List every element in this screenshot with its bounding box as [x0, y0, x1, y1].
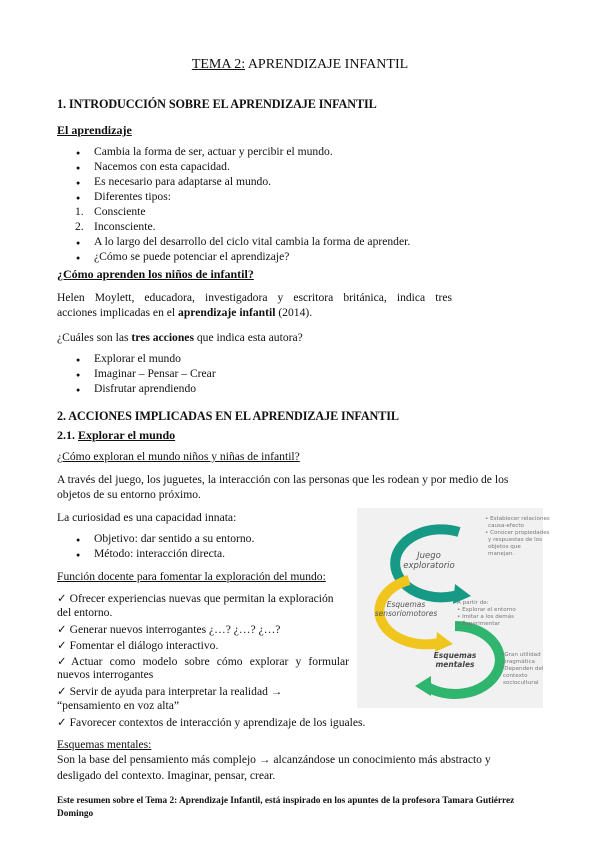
list-item: Explorar el mundo [94, 352, 181, 365]
paragraph-line: desligado del contexto. Imaginar, pensar, crear. [57, 769, 276, 782]
note-line: • Explorar el entorno [457, 607, 516, 613]
note-line: contexto [503, 673, 528, 679]
note-line: manejan. [488, 551, 515, 557]
check-line: ✓Actuar como modelo sobre cómo explorar y formular [57, 655, 349, 668]
list-item: Disfrutar aprendiendo [94, 382, 197, 395]
list-item: Diferentes tipos: [94, 190, 171, 203]
check-line: nuevos interrogantes [57, 668, 154, 681]
loop3-label-line2: mentales [435, 660, 475, 669]
paragraph-line [57, 331, 303, 344]
list-item: Inconsciente. [94, 220, 156, 233]
loop3-label-line1: Esquemas [433, 651, 477, 660]
note-line: sociocultural [503, 680, 539, 686]
bullet-icon: ● [76, 536, 81, 544]
function-title: Función docente para fomentar la exploración del mundo: [57, 570, 326, 583]
check-line: ✓ Generar nuevos interrogantes ¿…? ¿…? ¿…? [57, 623, 281, 636]
text-run-bold: tres acciones [131, 331, 194, 344]
learning-diagram [357, 508, 550, 708]
list-item: Nacemos con esta capacidad. [94, 160, 230, 173]
list-item: ¿Cómo se puede potenciar el aprendizaje? [94, 250, 290, 263]
list-marker: 2. [75, 220, 84, 233]
bullet-icon: ● [76, 356, 81, 364]
arrow-head-icon [435, 632, 453, 652]
paragraph-line [57, 306, 312, 319]
note-line: pragmática [503, 659, 535, 665]
note-bottom [501, 652, 544, 686]
bullet-icon: ● [76, 371, 81, 379]
list-marker: ● [76, 179, 81, 187]
paragraph-line: Son la base del pensamiento más complejo → alcanzándose un conocimiento más abstracto y [57, 753, 491, 766]
section2-subheading [57, 428, 175, 443]
list-marker: ● [76, 239, 81, 247]
bullet-icon: ● [76, 551, 81, 559]
title-prefix: TEMA 2: [191, 57, 246, 72]
subheading-title: Explorar el mundo [78, 428, 176, 442]
check-line: ✓ Fomentar el diálogo interactivo. [57, 639, 219, 652]
paragraph-line: La curiosidad es una capacidad innata: [57, 511, 237, 524]
note-line: •Dependen del [501, 666, 544, 672]
list-marker: ● [76, 194, 81, 202]
note-middle [457, 600, 516, 627]
check-line: ✓ Favorecer contextos de interacción y aprendizaje de los iguales. [57, 716, 366, 729]
section1-heading: 1. INTRODUCCIÓN SOBRE EL APRENDIZAJE INFANTIL [57, 97, 377, 111]
section2-heading: 2. ACCIONES IMPLICADAS EN EL APRENDIZAJE INFANTIL [57, 409, 399, 423]
list-marker: ● [76, 254, 81, 262]
paragraph-line: Helen Moylett, educadora, investigadora y escritora británica, indica tres [57, 291, 452, 304]
list-item: Cambia la forma de ser, actuar y percibir el mundo. [94, 145, 333, 158]
note-line: y respuestas de los [488, 537, 543, 543]
bullet-icon: ● [76, 386, 81, 394]
note-line: objetos que [488, 544, 521, 550]
page-title [0, 57, 600, 73]
note-line: causa-efecto [488, 523, 524, 529]
footer-line1: Este resumen sobre el Tema 2: Aprendizaje Infantil, está inspirado en los apuntes de la profesora Tamara Gutiérrez [57, 796, 515, 806]
note-top [485, 516, 550, 557]
note-line: A partir de: [457, 600, 489, 606]
note-line: • Establecer relaciones [485, 516, 550, 522]
note-line: •Gran utilidad [501, 652, 541, 658]
note-line: • Conocer propiedades [485, 530, 550, 536]
paragraph-line: objetos de su entorno próximo. [57, 488, 201, 501]
text-run: que indica esta autora? [193, 331, 303, 344]
list-item: Es necesario para adaptarse al mundo. [94, 175, 272, 188]
list-marker: ● [76, 149, 81, 157]
loop2-label-line1: Esquemas [386, 600, 426, 609]
check-line: ✓ Servir de ayuda para interpretar la realidad → [57, 685, 283, 698]
check-line: del entorno. [57, 606, 113, 619]
list-item: Objetivo: dar sentido a su entorno. [94, 532, 255, 545]
list-item: Imaginar – Pensar – Crear [94, 367, 216, 380]
check-line: “pensamiento en voz alta” [57, 699, 180, 712]
list-marker: 1. [75, 205, 84, 218]
schemes-title: Esquemas mentales: [57, 738, 152, 751]
loop1-label-line2: exploratorio [403, 561, 455, 571]
list-marker: ● [76, 164, 81, 172]
paragraph-line: A través del juego, los juguetes, la interacción con las personas que les rodean y por medio de los [57, 473, 509, 486]
list-item: Método: interacción directa. [94, 547, 226, 560]
section1-question: ¿Cómo aprenden los niños de infantil? [57, 267, 254, 281]
text-run: ¿Cuáles son las [57, 331, 132, 344]
arrow-head-icon [415, 676, 431, 696]
list-item: A lo largo del desarrollo del ciclo vital cambia la forma de aprender. [94, 235, 411, 248]
note-line: • Imitar a los demás [457, 614, 515, 620]
text-run: acciones implicadas en el [57, 306, 179, 319]
check-line: ✓ Ofrecer experiencias nuevas que permitan la exploración [57, 592, 334, 605]
loop1-label-line1: Juego [417, 551, 441, 561]
subheading-number: 2.1. [57, 428, 78, 442]
note-line: • Experimentar [457, 621, 501, 627]
section1-subheading: El aprendizaje [57, 123, 132, 137]
loop2-label-line2: sensoriomotores [374, 609, 438, 618]
text-run: (2014). [275, 306, 313, 319]
text-run-bold: aprendizaje infantil [178, 306, 276, 319]
title-rest: APRENDIZAJE INFANTIL [245, 57, 409, 72]
footer-line2: Domingo [57, 809, 94, 819]
section2-question: ¿Cómo exploran el mundo niños y niñas de infantil? [57, 450, 300, 463]
list-item: Consciente [94, 205, 146, 218]
diagram-svg [357, 508, 550, 708]
